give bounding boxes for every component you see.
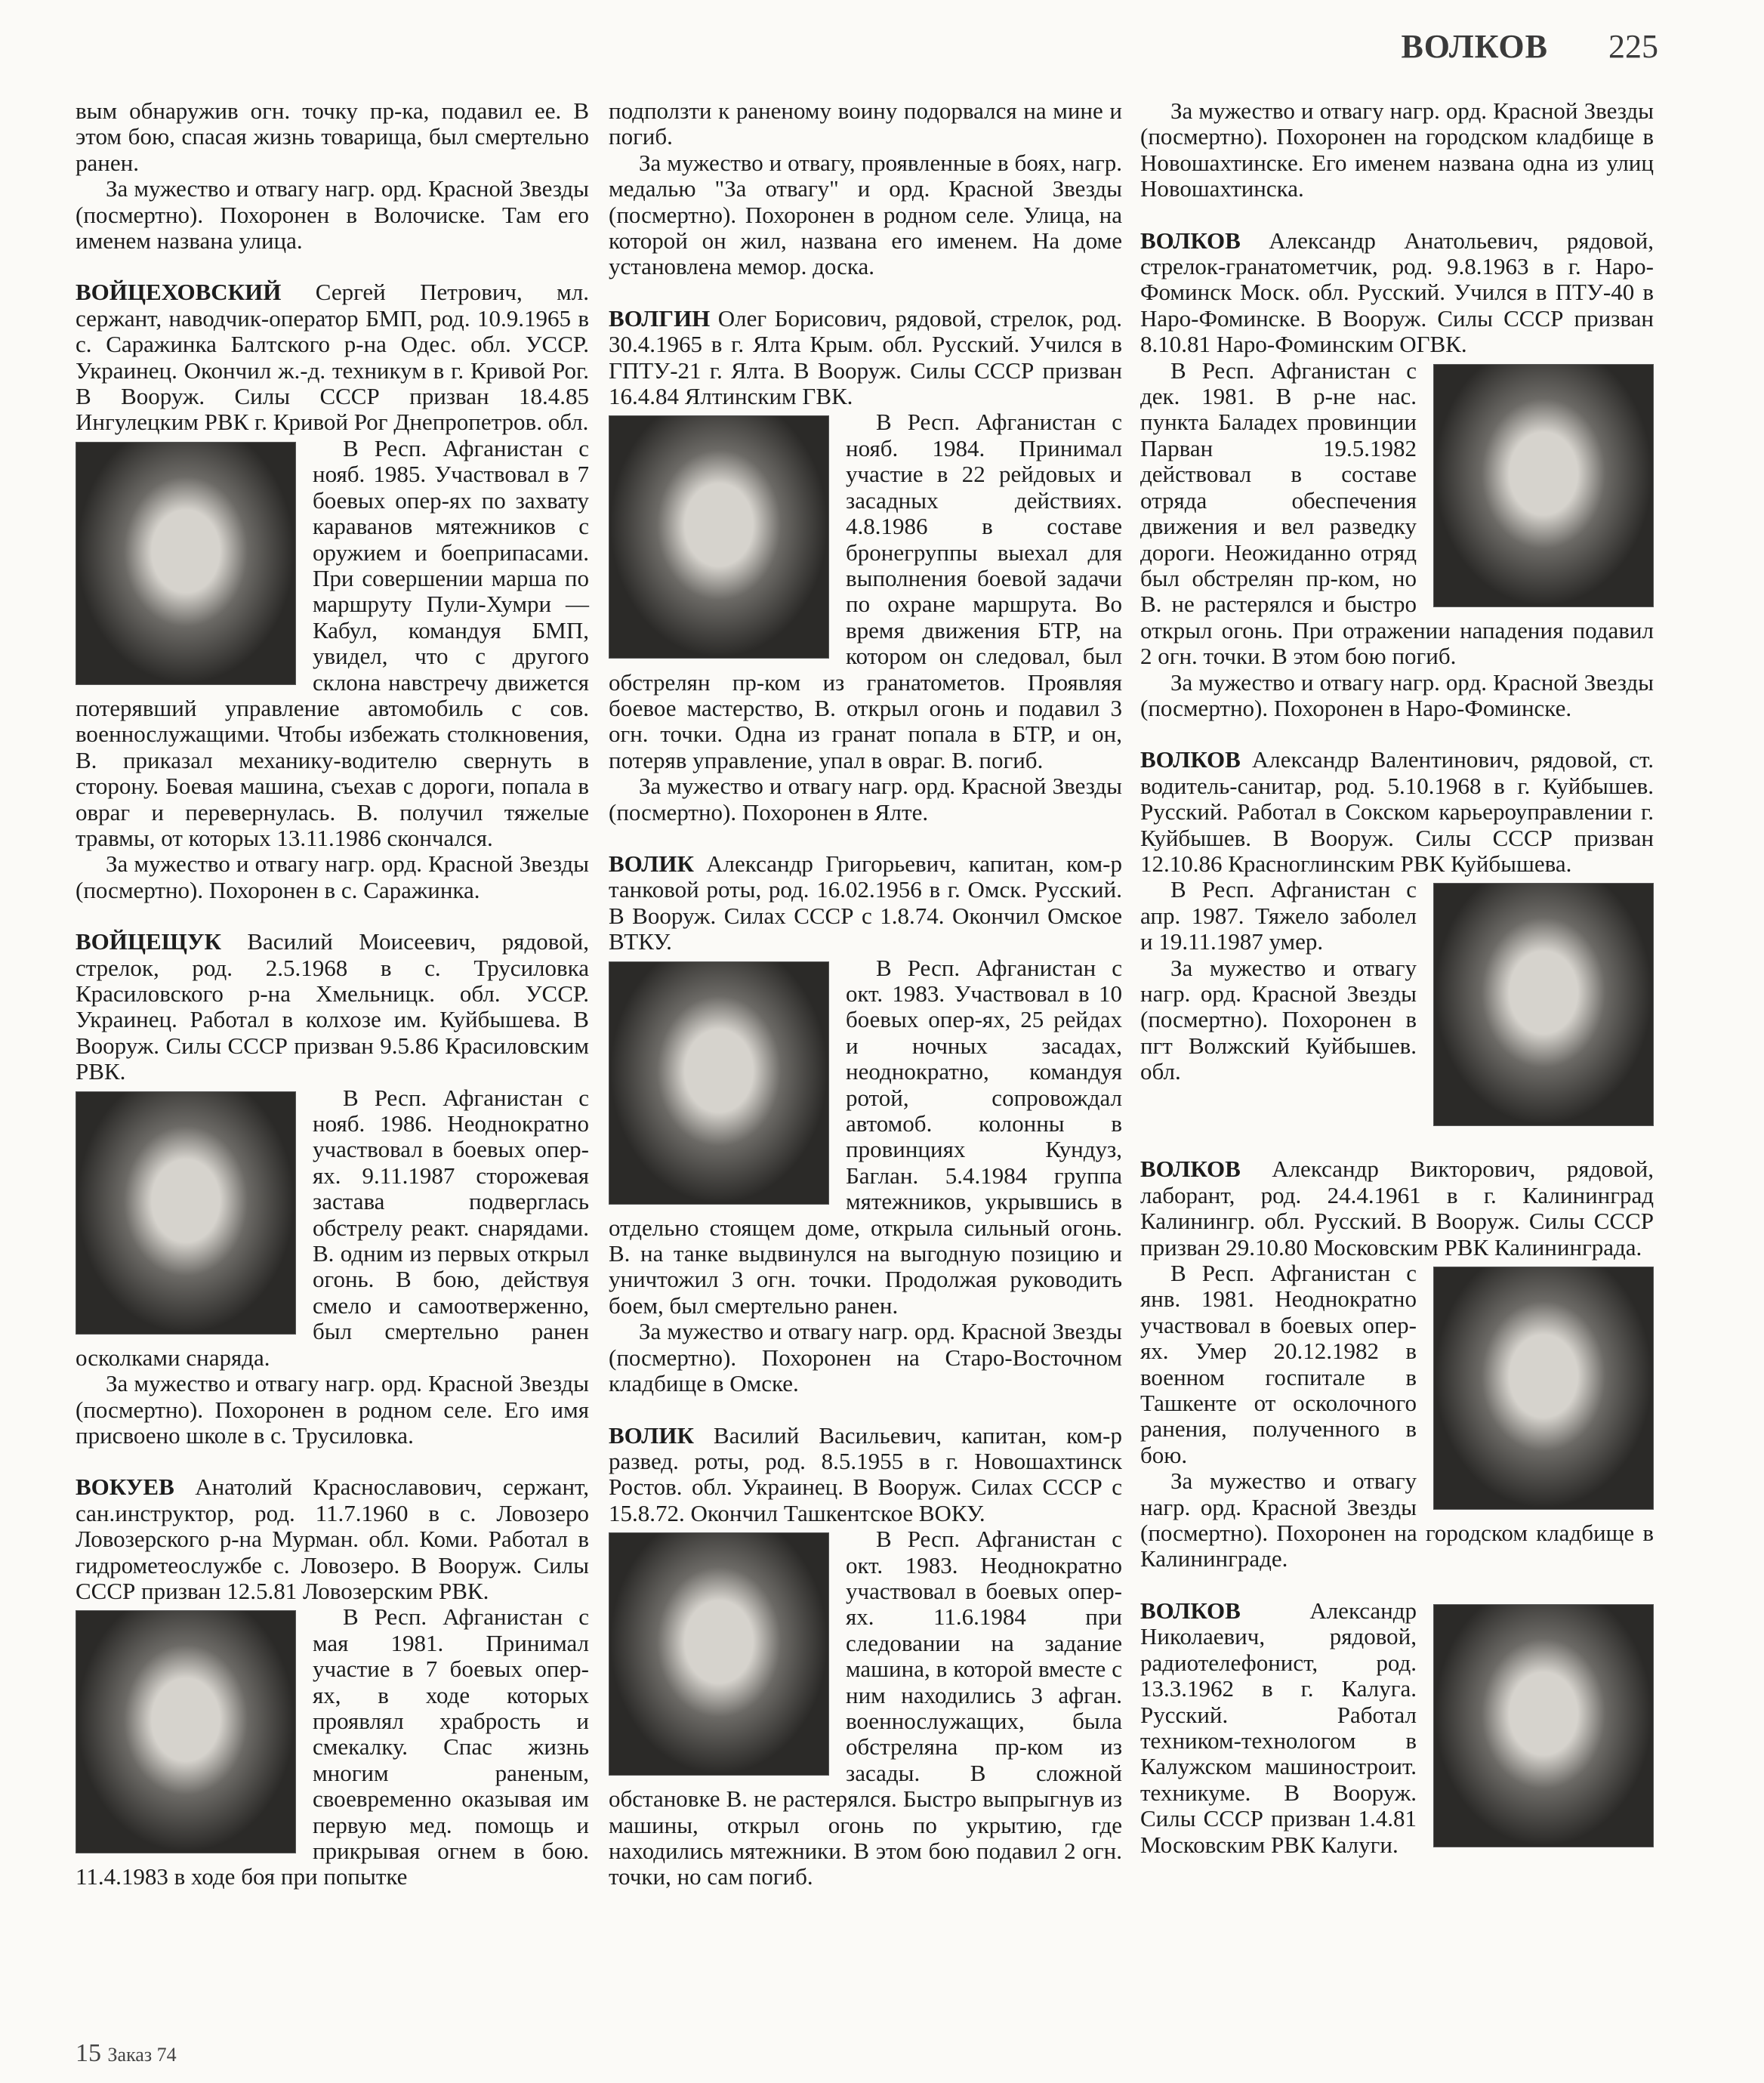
paragraph: За мужество и отвагу нагр. орд. Красной Звезды (посмертно). Похоронен в Волочиске. Там его именем названа улица. (76, 175, 589, 255)
entry-name: ВОЛИК (609, 850, 694, 877)
column-1 (76, 98, 589, 1890)
paragraph: За мужество и отвагу нагр. орд. Красной Звезды (посмертно). Похоронен в Наро-Фоминске. (1140, 668, 1654, 721)
paragraph: За мужество и отвагу нагр. орд. Красной Звезды (посмертно). Похоронен на Старо-Восточном кладбище в Омске. (609, 1318, 1122, 1397)
entry-voytsekhovsky (76, 279, 589, 903)
entry-head: Александр Викторович, рядовой, лаборант, род. 24.4.1961 в г. Калининград Калинингр. обл. Русский. В Вооруж. Силы СССР призван 29.10.80 Московским РВК Калининграда. (1140, 1156, 1654, 1261)
entry-volkov-valentinovich (1140, 747, 1654, 1131)
entry-head: Сергей Петрович, мл. сержант, наводчик-оператор БМП, род. 10.9.1965 в с. Саражинка Балтского р-на Одес. обл. УССР. Украинец. Окончил ж.-д. техникум в г. Кривой Рог. В Вооруж. Силы СССР призван 18.4.85 Ингулецким РВК г. Кривой Рог Днепропетров. обл. (76, 279, 589, 436)
entry-name: ВОКУЕВ (76, 1474, 174, 1501)
entry-head: Олег Борисович, рядовой, стрелок, род. 30.4.1965 в г. Ялта Крым. обл. Русский. Учился в ГПТУ-21 г. Ялта. В Вооруж. Силы СССР призван 16.4.84 Ялтинским ГВК. (609, 304, 1122, 410)
paragraph: вым обнаружив огн. точку пр-ка, подавил ее. В этом бою, спасая жизнь товарища, был смертельно ранен. (76, 97, 589, 176)
entry-name: ВОЛКОВ (1140, 746, 1241, 773)
portrait-photo (609, 1532, 829, 1776)
entry-head: Александр Валентинович, рядовой, ст. водитель-санитар, род. 5.10.1968 в г. Куйбышев. Русский. Работал в Сокском карьероуправлении г. Куйбышев. В Вооруж. Силы СССР призван 12.10.86 Красноглинским РВК Куйбышева. (1140, 746, 1655, 877)
entry-volgin (609, 306, 1122, 825)
signature-number: 15 (76, 2039, 101, 2067)
print-order: Заказ 74 (107, 2044, 177, 2066)
paragraph: За мужество и отвагу нагр. орд. Красной Звезды (посмертно). Похоронен на городском кладбище в Калининграде. (1140, 1467, 1654, 1572)
entry-volkov-viktorovich (1140, 1156, 1654, 1572)
paragraph: В Респ. Афганистан с мая 1981. Принимал участие в 7 боевых опер-ях, в ходе которых проявлял храбрость и смекалку. Спас жизнь многим раненым, своевременно оказывая им первую мед. помощь и прикрывая огнем в бою. 11.4.1983 в ходе боя при попытке (76, 1603, 589, 1890)
paragraph: За мужество и отвагу нагр. орд. Красной Звезды (посмертно). Похоронен в Ялте. (609, 773, 1122, 825)
portrait-photo (1433, 883, 1654, 1126)
column-2 (609, 98, 1122, 1890)
portrait-photo (609, 415, 829, 659)
portrait-photo (1433, 364, 1654, 607)
entry-head: Василий Васильевич, капитан, ком-р развед. роты, род. 8.5.1955 в г. Новошахтинск Ростов. обл. Украинец. В Вооруж. Силах СССР с 15.8.72. Окончил Ташкентское ВОКУ. (609, 1421, 1123, 1526)
entry-name: ВОЛКОВ (1140, 227, 1241, 254)
entry-head: Александр Николаевич, рядовой, радиотелефонист, род. 13.3.1962 в г. Калуга. Русский. Работал техником-технологом в Калужском машиностроит. техникуме. В Вооруж. Силы СССР призван 1.4.81 Московским РВК Калуги. (1140, 1597, 1417, 1858)
paragraph: подползти к раненому воину подорвался на мине и погиб. (609, 97, 1122, 150)
paragraph: В Респ. Афганистан с окт. 1983. Участвовал в 10 боевых опер-ях, 25 рейдах и ночных засадах, неоднократно, командуя ротой, сопровождал автомоб. колонны в провинциях Кундуз, Баглан. 5.4.1984 группа мятежников, укрывшись в отдельно стоящем доме, открыла сильный огонь. В. на танке выдвинулся на выгодную позицию и уничтожил 3 огн. точки. Продолжая руководить боем, был смертельно ранен. (609, 954, 1122, 1319)
paragraph: За мужество и отвагу нагр. орд. Красной Звезды (посмертно). Похоронен на городском кладбище в Новошахтинске. Его именем названа одна из улиц Новошахтинска. (1140, 97, 1654, 202)
paragraph: В Респ. Афганистан с дек. 1981. В р-не нас. пункта Баладех провинции Парван 19.5.1982 действовал в составе отряда обеспечения движения и вел разведку дороги. Неожиданно отряд был обстрелян пр-ком, но В. не растерялся и быстро открыл огонь. При отражении нападения подавил 2 огн. точки. В этом бою погиб. (1140, 356, 1654, 670)
paragraph: В Респ. Афганистан с нояб. 1984. Принимал участие в 22 рейдовых и засадных действиях. 4.8.1986 в составе бронегруппы выехал для выполнения боевой задачи по охране маршрута. Во время движения БТР, на котором он следовал, был обстрелян пр-ком из гранатометов. Проявляя боевое мастерство, В. открыл огонь и подавил 3 огн. точки. Одна из гранат попала в БТР, и он, потеряв управление, упал в овраг. В. погиб. (609, 409, 1122, 773)
portrait-photo (1433, 1267, 1654, 1510)
paragraph: В Респ. Афганистан с окт. 1983. Неоднократно участвовал в боевых опер-ях. 11.6.1984 при следовании на задание машина, в которой вместе с ним находились 3 афган. военнослужащих, была обстреляна пр-ком из засады. В сложной обстановке В. не растерялся. Быстро выпрыгнув из машины, открыл огонь по укрытию, где находились мятежники. В этом бою подавил 2 огн. точки, но сам погиб. (609, 1526, 1122, 1890)
entry-volkov-nikolaevich (1140, 1598, 1654, 1858)
entry-volik-alexander (609, 851, 1122, 1397)
portrait-photo (76, 1091, 296, 1335)
entry-volik-vasily (609, 1423, 1122, 1890)
entry-name: ВОЛКОВ (1140, 1597, 1241, 1624)
entry-head: Александр Анатольевич, рядовой, стрелок-гранатометчик, род. 9.8.1963 в г. Наро-Фоминск Моск. обл. Русский. Учился в ПТУ-40 в Наро-Фоминске. В Вооруж. Силы СССР призван 8.10.81 Наро-Фоминским ОГВК. (1140, 227, 1655, 358)
running-header (1401, 27, 1658, 66)
column-3 (1140, 98, 1654, 1858)
paragraph: За мужество и отвагу нагр. орд. Красной Звезды (посмертно). Похоронен в с. Саражинка. (76, 850, 589, 903)
entry-name: ВОЛИК (609, 1421, 694, 1449)
paragraph: В Респ. Афганистан с нояб. 1985. Участвовал в 7 боевых опер-ях по захвату караванов мятежников с оружием и боеприпасами. При совершении марша по маршруту Пули-Хумри — Кабул, командуя БМП, увидел, что с другого склона навстречу движется потерявший управление автомобиль с сов. военнослужащими. Чтобы избежать столкновения, В. приказал механику-водителю свернуть в сторону. Боевая машина, съехав с дороги, попала в овраг и перевернулась. В. получил тяжелые травмы, от которых 13.11.1986 скончался. (76, 434, 589, 851)
portrait-photo (609, 961, 829, 1205)
paragraph: За мужество и отвагу, проявленные в боях, нагр. медалью "За отвагу" и орд. Красной Звезды (посмертно). Похоронен в родном селе. Улица, на которой он жил, названа его именем. На доме установлена мемор. доска. (609, 149, 1122, 280)
portrait-photo (76, 1610, 296, 1853)
paragraph: В Респ. Афганистан с апр. 1987. Тяжело заболел и 19.11.1987 умер. (1140, 876, 1417, 955)
portrait-photo (1433, 1604, 1654, 1847)
entry-vokuev (76, 1474, 589, 1890)
running-title: ВОЛКОВ (1401, 28, 1548, 65)
entry-voytseshchuk (76, 929, 589, 1449)
entry-name: ВОЛКОВ (1140, 1156, 1241, 1183)
paragraph: В Респ. Афганистан с янв. 1981. Неоднократно участвовал в боевых опер-ях. Умер 20.12.1982 в военном госпитале в Ташкенте от осколочного ранения, полученного в бою. (1140, 1260, 1417, 1468)
page-number: 225 (1608, 28, 1658, 65)
entry-head: Александр Григорьевич, капитан, ком-р танковой роты, род. 16.02.1956 в г. Омск. Русский. В Вооруж. Силах СССР с 1.8.74. Окончил Омское ВТКУ. (609, 850, 1122, 955)
paragraph: За мужество и отвагу нагр. орд. Красной Звезды (посмертно). Похоронен в пгт Волжский Куйбышев. обл. (1140, 954, 1417, 1085)
entry-name: ВОЛГИН (609, 304, 711, 332)
entry-head: Василий Моисеевич, рядовой, стрелок, род. 2.5.1968 в с. Трусиловка Красиловского р-на Хмельницк. обл. УССР. Украинец. Работал в колхозе им. Куйбышева. В Вооруж. Силы СССР призван 9.5.86 Красиловским РВК. (76, 928, 590, 1085)
paragraph: В Респ. Афганистан с нояб. 1986. Неоднократно участвовал в боевых опер-ях. 9.11.1987 сторожевая застава подверглась обстрелу реакт. снарядами. В. одним из первых открыл огонь. В бою, действуя смело и самоотверженно, был смертельно ранен осколками снаряда. (76, 1084, 589, 1371)
entry-volkov-anatolyevich (1140, 228, 1654, 722)
paragraph: За мужество и отвагу нагр. орд. Красной Звезды (посмертно). Похоронен в родном селе. Его имя присвоено школе в с. Трусиловка. (76, 1370, 589, 1449)
entry-name: ВОЙЦЕЩУК (76, 928, 221, 955)
entry-head: Анатолий Краснославович, сержант, сан.инструктор, род. 11.7.1960 в с. Ловозеро Ловозерского р-на Мурман. обл. Коми. Работал в гидрометеослужбе с. Ловозеро. В Вооруж. Силы СССР призван 12.5.81 Ловозерским РВК. (76, 1474, 590, 1604)
page-footer (76, 2039, 177, 2068)
entry-name: ВОЙЦЕХОВСКИЙ (76, 279, 282, 306)
portrait-photo (76, 442, 296, 685)
